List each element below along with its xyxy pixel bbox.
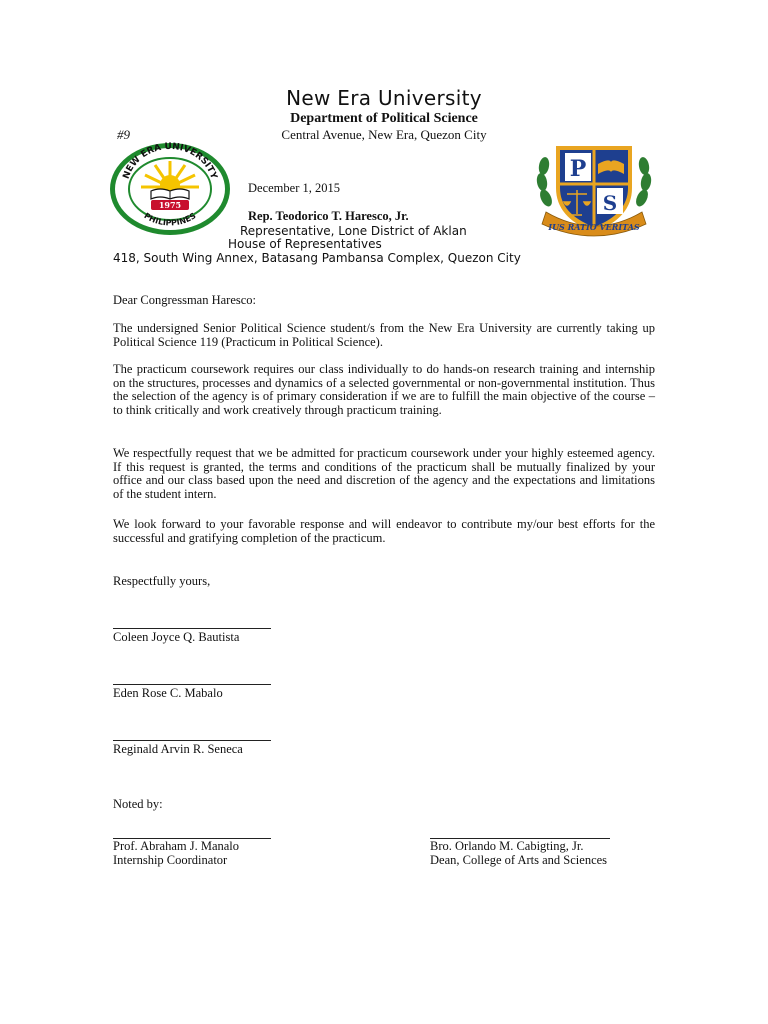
recipient-title: Representative, Lone District of Aklan	[240, 224, 467, 238]
body-paragraph: The undersigned Senior Political Science student/s from the New Era University are currently taking up Political Science 119 (Practicum in Political Science).	[113, 321, 655, 349]
dean-title: Dean, College of Arts and Sciences	[430, 853, 608, 867]
dean-name: Bro. Orlando M. Cabigting, Jr.	[430, 839, 584, 853]
closing: Respectfully yours,	[113, 574, 211, 588]
noted-by-label: Noted by:	[113, 797, 163, 811]
body-paragraph: The practicum coursework requires our class individually to do hands-on research training and internship on the structures, processes and dynamics of a selected governmental or non-governmental institution. Thus the selection of the agency is of primary consideration if we are to fulfill the main objective of the course – to think critically and work creatively through practicum training.	[113, 362, 655, 417]
coordinator-name: Prof. Abraham J. Manalo	[113, 839, 240, 853]
university-address: Central Avenue, New Era, Quezon City	[281, 127, 487, 142]
signatory-name: Coleen Joyce Q. Bautista	[113, 630, 240, 644]
political-science-shield-logo	[532, 138, 656, 240]
recipient-name: Rep. Teodorico T. Haresco, Jr.	[248, 209, 409, 223]
department-name: Department of Political Science	[290, 111, 478, 126]
signature-line	[113, 684, 271, 685]
university-name: New Era University	[286, 86, 482, 110]
body-paragraph: We respectfully request that we be admitted for practicum coursework under your highly esteemed agency. If this request is granted, the terms and conditions of the practicum shall be mutually finalized by your office and our class based upon the need and discretion of the agency and the expectations and limitations of the student intern.	[113, 446, 655, 501]
new-era-university-seal-logo	[107, 141, 233, 237]
recipient-organization: House of Representatives	[228, 237, 382, 251]
seal-arc-bottom-text: PHILIPPINES	[142, 211, 198, 228]
shield-letter-p: P	[569, 156, 587, 182]
recipient-address: 418, South Wing Annex, Batasang Pambansa Complex, Quezon City	[113, 251, 521, 265]
signatory-name: Eden Rose C. Mabalo	[113, 686, 223, 700]
signatory-name: Reginald Arvin R. Seneca	[113, 742, 243, 756]
signature-line	[113, 628, 271, 629]
salutation: Dear Congressman Haresco:	[113, 293, 257, 307]
seal-arc-top-text: NEW ERA UNIVERSITY	[121, 141, 219, 181]
book-icon	[598, 160, 624, 174]
seal-year: 1975	[158, 200, 182, 210]
shield-letter-s: S	[602, 191, 618, 215]
letter-date: December 1, 2015	[248, 181, 340, 195]
coordinator-title: Internship Coordinator	[113, 853, 228, 867]
body-paragraph: We look forward to your favorable response and will endeavor to contribute my/our best efforts for the successful and gratifying completion of the practicum.	[113, 517, 655, 545]
signature-line	[113, 740, 271, 741]
page-number: #9	[117, 127, 130, 142]
shield-motto: IUS RATIO VERITAS	[548, 222, 640, 232]
